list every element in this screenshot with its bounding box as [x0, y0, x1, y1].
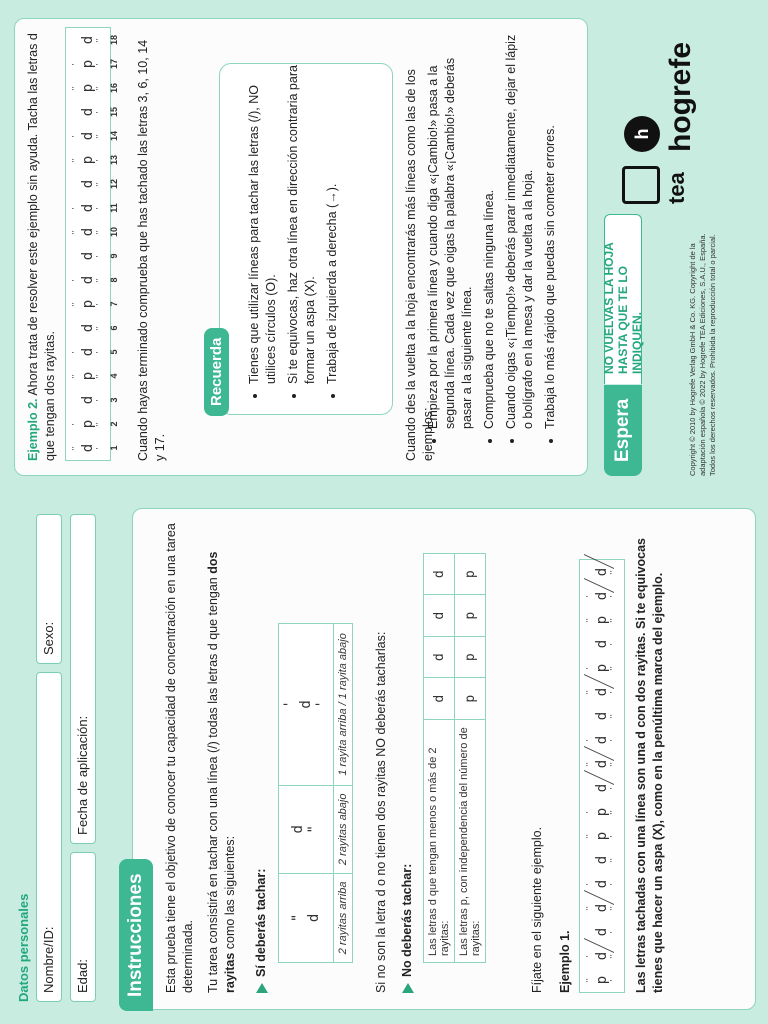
example2-cell[interactable] [66, 76, 110, 100]
instructions-tab: Instrucciones [119, 859, 153, 1011]
example2-check: Cuando hayas terminado comprueba que has tachado las letras 3, 6, 10, 14 y 17. [136, 39, 167, 461]
name-label: Nombre/ID: [41, 926, 56, 993]
example1-mark-bottom: ' [609, 690, 618, 694]
example2-numbers [109, 28, 119, 460]
example1-cell [580, 608, 624, 632]
example1-cell [580, 560, 624, 584]
example1-mark-bottom: ' [609, 930, 618, 934]
example2-cell[interactable] [66, 148, 110, 172]
example2-letter: p [80, 419, 96, 429]
example2-cell[interactable] [66, 292, 110, 316]
right-panel [14, 18, 588, 476]
example1-mark-bottom: '' [609, 809, 618, 815]
si-mark-2: " [306, 825, 322, 834]
example2-number: 4 [109, 373, 119, 379]
example2-mark-top: '' [71, 157, 80, 163]
example2-letter: p [80, 155, 96, 165]
si-desc-1: 2 rayitas arriba [334, 873, 353, 962]
example1-letter: d [594, 951, 610, 961]
age-label: Edad: [75, 959, 90, 993]
no-glyph-1a: d [424, 678, 455, 720]
example1-letter: d [594, 735, 610, 745]
example2-mark-bottom: '' [95, 229, 104, 235]
example1-letter: p [594, 615, 610, 625]
example2-letter: p [80, 371, 96, 381]
example2-intro [25, 31, 59, 461]
example1-mark-bottom: ' [609, 882, 618, 886]
example1-mark-top: ' [585, 882, 594, 886]
example2-mark-top [72, 316, 80, 340]
example1-mark-top [586, 704, 594, 728]
example2-number: 6 [109, 325, 119, 331]
age-field[interactable] [70, 852, 96, 1002]
example1-title: Ejemplo 1. [558, 930, 572, 993]
example2-mark-bottom: ' [95, 446, 104, 450]
si-mark-3a: ' [282, 700, 298, 709]
example2-cell[interactable] [66, 220, 110, 244]
example2-mark-top: ' [71, 206, 80, 210]
example2-number: 7 [109, 301, 119, 307]
example2-mark-top [72, 388, 80, 412]
example2-cell[interactable] [66, 100, 110, 124]
example2-number: 8 [109, 277, 119, 283]
example2-cell[interactable] [66, 268, 110, 292]
example2-mark-bottom: ' [95, 62, 104, 66]
vuelta-item: • Empieza por la primera línea y cuando diga «¡Cambio!» pasa a la segunda línea. Cada vez que oigas la palabra «¡Cambio!» deberás pasar a la siguiente línea. [425, 29, 476, 429]
example1-letter: d [594, 687, 610, 697]
example1-mark-top: '' [585, 905, 594, 911]
no-label: No deberás tachar: [400, 863, 414, 977]
example1-cell [580, 728, 624, 752]
example1-mark-top: '' [585, 833, 594, 839]
example2-mark-bottom: '' [95, 373, 104, 379]
example1-mark-bottom: '' [609, 857, 618, 863]
example2-number: 9 [109, 253, 119, 259]
example2-cell[interactable] [66, 412, 110, 436]
example1-mark-top: ' [585, 666, 594, 670]
hogrefe-wordmark: hogrefe [664, 41, 697, 152]
task-text-bold: dos rayitas [206, 551, 237, 993]
example1-mark-top: '' [585, 617, 594, 623]
example2-mark-bottom: '' [95, 37, 104, 43]
example2-cell[interactable] [66, 244, 110, 268]
example2-mark-bottom: '' [95, 421, 104, 427]
no-glyph-2d: p [455, 554, 486, 596]
example1-letter: d [594, 711, 610, 721]
si-label: Sí deberás tachar: [254, 868, 268, 977]
example2-letter: p [80, 299, 96, 309]
example1-cell [580, 704, 624, 728]
triangle-icon [402, 983, 414, 993]
example2-mark-top [72, 100, 80, 124]
example1-mark-top: ' [585, 810, 594, 814]
example2-mark-bottom: ' [95, 398, 104, 402]
example1-mark-bottom: '' [609, 665, 618, 671]
example1-cell [580, 872, 624, 896]
example2-letter: d [80, 179, 96, 189]
publisher-logos [614, 14, 714, 204]
triangle-icon [256, 983, 268, 993]
personal-data-title: Datos personales [16, 893, 31, 1002]
example1-mark-top: '' [585, 761, 594, 767]
no-label-row [399, 864, 416, 993]
sex-label: Sexo: [41, 621, 56, 655]
example2-number: 2 [109, 421, 119, 427]
example1-letter: p [594, 663, 610, 673]
example2-letter: d [80, 323, 96, 333]
example1-cell [580, 944, 624, 968]
example1-mark-bottom: ' [609, 738, 618, 742]
example2-number: 10 [109, 227, 119, 238]
copyright-text: Copyright © 2010 by Hogrefe Verlag GmbH & Co. KG. Copyright de la adaptación española © 2022 by Hogrefe TEA Ediciones, S.A.U., España. Todos los derechos reservados. Prohibida la reproducción total o parcial. [688, 233, 717, 476]
example2-mark-top [72, 244, 80, 268]
example2-number: 17 [109, 59, 119, 70]
vuelta-item: • Cuando oigas «¡Tiempo!» deberás parar inmediatamente, dejar el lápiz o bolígrafo en la mesa y dar la vuelta a la hoja. [503, 29, 537, 429]
example1-letter: d [594, 591, 610, 601]
example2-mark-bottom: '' [95, 133, 104, 139]
no-glyph-2b: p [455, 637, 486, 679]
example1-letter: d [594, 903, 610, 913]
example1-cell [580, 848, 624, 872]
example1-mark-top: ' [585, 738, 594, 742]
example1-letter: p [594, 975, 610, 985]
date-label: Fecha de aplicación: [75, 715, 90, 835]
example1-letter: d [594, 855, 610, 865]
example1-mark-bottom: '' [609, 617, 618, 623]
example1-cell [580, 632, 624, 656]
example1-cell [580, 824, 624, 848]
example1-letter: p [594, 831, 610, 841]
si-mark-1: " [290, 913, 306, 923]
espera-tab: Espera [604, 385, 642, 476]
no-glyph-1c: d [424, 595, 455, 637]
example2-mark-top: ' [71, 422, 80, 426]
example2-number: 12 [109, 179, 119, 190]
example1-cell [580, 680, 624, 704]
example1-mark-bottom: ' [609, 594, 618, 598]
example1-mark-bottom: '' [609, 569, 618, 575]
example2-cell[interactable] [66, 172, 110, 196]
example2-mark-bottom: '' [95, 277, 104, 283]
example1-cell [580, 584, 624, 608]
example2-number: 11 [109, 203, 119, 213]
example1-letter: d [594, 639, 610, 649]
example2-cell[interactable] [66, 124, 110, 148]
example2-letter: d [80, 107, 96, 117]
example2-mark-top: ' [71, 278, 80, 282]
no-intro: Si no son la letra d o no tienen dos rayitas NO deberás tacharlas: [374, 631, 388, 993]
example1-mark-top [586, 560, 594, 584]
vuelta-item: • Trabaja lo más rápido que puedas sin cometer errores. [542, 29, 559, 429]
task-text-a: Tu tarea consistirá en tachar con una línea (/) todas las letras d que tengan [206, 573, 220, 993]
example2-mark-bottom: ' [95, 254, 104, 258]
example2-number: 1 [109, 445, 119, 451]
recuerda-item: • Si te equivocas, haz otra línea en dirección contraria para formar un aspa (X). [285, 64, 319, 384]
example2-mark-top: ' [71, 62, 80, 66]
example1-mark-top: '' [585, 689, 594, 695]
no-glyph-1d: d [424, 554, 455, 596]
example2-mark-top: '' [71, 373, 80, 379]
example1-cell [580, 800, 624, 824]
no-desc-1: Las letras d que tengan menos o más de 2 rayitas: [424, 720, 455, 963]
no-vuelvas-notice: NO VUELVAS LA HOJA HASTA QUE TE LO INDIQUEN. [604, 214, 642, 384]
example2-cell[interactable] [66, 340, 110, 364]
example2-cell[interactable] [66, 436, 110, 460]
example1-mark-top: ' [585, 594, 594, 598]
example2-cell[interactable] [66, 196, 110, 220]
example2-number: 5 [109, 349, 119, 355]
recuerda-box [208, 63, 393, 415]
example2-letter: p [80, 59, 96, 69]
example2-letter: d [80, 131, 96, 141]
example2-text: Ahora trata de resolver este ejemplo sin ayuda. Tacha las letras d que tengan dos rayitas. [26, 33, 57, 461]
intro-paragraph: Esta prueba tiene el objetivo de conocer tu capacidad de concentración en una tarea determinada. [164, 523, 195, 993]
example1-cell [580, 920, 624, 944]
si-mark-3b: ' [314, 700, 330, 709]
example2-mark-top: ' [71, 134, 80, 138]
example2-letter: d [80, 275, 96, 285]
si-table [278, 623, 353, 963]
example1-mark-bottom: '' [609, 953, 618, 959]
recuerda-list [246, 64, 346, 400]
si-letter-2: d [290, 825, 306, 834]
tea-logo [622, 166, 660, 204]
task-text-c: como las siguientes: [223, 835, 237, 953]
example2-mark-bottom: '' [95, 85, 104, 91]
example2-letter: d [80, 395, 96, 405]
example1-mark-bottom: ' [609, 834, 618, 838]
example2-mark-bottom: '' [95, 325, 104, 331]
si-label-row [253, 869, 270, 993]
example2-mark-top [72, 172, 80, 196]
example1-cell [580, 968, 624, 992]
example1-mark-top: ' [585, 954, 594, 958]
example2-mark-top: ' [71, 350, 80, 354]
name-field[interactable] [36, 672, 62, 1002]
example2-letter: d [80, 251, 96, 261]
example1-mark-top [586, 776, 594, 800]
example1-mark-bottom: ' [609, 786, 618, 790]
example2-mark-bottom: ' [95, 110, 104, 114]
example2-mark-bottom: '' [95, 181, 104, 187]
no-glyph-1b: d [424, 637, 455, 679]
example1-cell [580, 776, 624, 800]
example2-mark-bottom: ' [95, 302, 104, 306]
task-paragraph [205, 523, 239, 993]
example2-title: Ejemplo 2. [26, 398, 40, 461]
si-letter-3: d [298, 700, 314, 709]
sex-field[interactable] [36, 514, 62, 664]
example2-cell[interactable] [66, 388, 110, 412]
example1-mark-bottom: '' [609, 905, 618, 911]
example1-sequence [579, 559, 625, 993]
example2-number: 15 [109, 107, 119, 118]
example2-mark-top: '' [71, 301, 80, 307]
example2-letter: d [80, 443, 96, 453]
example1-mark-bottom: '' [609, 761, 618, 767]
no-table [423, 553, 486, 963]
example2-mark-top: '' [71, 445, 80, 451]
example1-mark-top [586, 848, 594, 872]
example1-cell [580, 896, 624, 920]
example2-mark-top [72, 28, 80, 52]
example1-mark-bottom: '' [609, 713, 618, 719]
example2-cell[interactable] [66, 364, 110, 388]
example1-letter: p [594, 807, 610, 817]
example2-mark-bottom: ' [95, 206, 104, 210]
example2-cell[interactable] [66, 52, 110, 76]
hogrefe-logo-icon: h [624, 116, 660, 152]
example2-letter: d [80, 203, 96, 213]
fijate-text: Fíjate en el siguiente ejemplo. [530, 826, 544, 993]
si-glyph-3 [279, 624, 334, 786]
example2-letter: d [80, 227, 96, 237]
example2-cell[interactable] [66, 316, 110, 340]
date-field[interactable] [70, 514, 96, 844]
recuerda-item: • Tienes que utilizar líneas para tachar las letras (/), NO utilices círculos (O). [246, 64, 280, 384]
no-glyph-2c: p [455, 595, 486, 637]
example1-letter: d [594, 879, 610, 889]
example2-number: 18 [109, 35, 119, 46]
example1-cell [580, 752, 624, 776]
recuerda-item: • Trabaja de izquierda a derecha (→). [324, 64, 341, 384]
example2-mark-bottom: ' [95, 158, 104, 162]
example2-letter: d [80, 35, 96, 45]
example2-mark-top: '' [71, 229, 80, 235]
example1-letter: d [594, 783, 610, 793]
vuelta-intro: Cuando des la vuelta a la hoja encontrarás más líneas como las de los ejemplos: [404, 69, 435, 461]
example2-mark-bottom: ' [95, 350, 104, 354]
example1-letter: d [594, 567, 610, 577]
si-desc-3: 1 rayita arriba / 1 rayita abajo [334, 624, 353, 786]
si-glyph-2 [279, 785, 334, 873]
si-desc-2: 2 rayitas abajo [334, 785, 353, 873]
example2-number: 13 [109, 155, 119, 166]
vuelta-item: • Comprueba que no te saltas ninguna línea. [481, 29, 498, 429]
si-letter-1: d [306, 913, 322, 923]
si-glyph-1 [279, 873, 334, 962]
example2-mark-top: '' [71, 85, 80, 91]
personal-data-section [14, 510, 124, 1010]
example2-letter: p [80, 83, 96, 93]
example1-cell [580, 656, 624, 680]
example1-letter: d [594, 927, 610, 937]
example1-mark-top [586, 920, 594, 944]
no-glyph-2a: p [455, 678, 486, 720]
example2-sequence[interactable] [65, 27, 111, 461]
example1-note: Las letras tachadas con una línea son una d con dos rayitas. Si te equivocas tienes que hacer un aspa (X), como en la penúltima marca del ejemplo. [634, 537, 665, 993]
recuerda-tab: Recuerda [204, 328, 229, 416]
tea-wordmark: tea [664, 172, 689, 204]
example1-letter: d [594, 759, 610, 769]
example1-mark-bottom: ' [609, 978, 618, 982]
example2-cell[interactable] [66, 28, 110, 52]
no-desc-2: Las letras p, con independencia del número de rayitas: [455, 720, 486, 963]
example1-mark-top [586, 632, 594, 656]
instructions-panel [125, 508, 756, 1010]
example2-number: 14 [109, 131, 119, 142]
example1-mark-bottom: ' [609, 642, 618, 646]
example2-letter: d [80, 347, 96, 357]
example2-number: 16 [109, 83, 119, 94]
example1-mark-top: '' [585, 977, 594, 983]
example2-number: 3 [109, 397, 119, 403]
vuelta-list [425, 29, 564, 445]
